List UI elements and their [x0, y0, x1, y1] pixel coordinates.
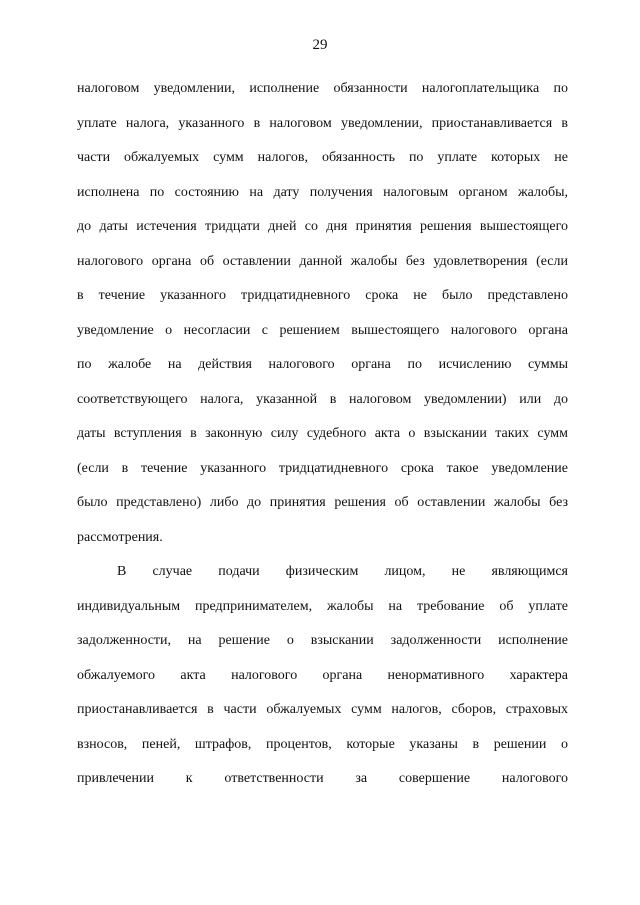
text-line: рассмотрения.: [77, 529, 163, 545]
text-line: обжалуемого акта налогового органа ненормативного характера: [77, 667, 568, 683]
text-line: уплате налога, указанного в налоговом уведомлении, приостанавливается в: [77, 115, 568, 131]
text-line: соответствующего налога, указанной в налоговом уведомлении) или до: [77, 391, 568, 407]
text-line: до даты истечения тридцати дней со дня принятия решения вышестоящего: [77, 219, 568, 234]
text-line: В случае подачи физическим лицом, не являющимся: [117, 564, 568, 579]
text-line: привлечении к ответственности за совершение налогового: [77, 771, 568, 786]
text-line: налоговом уведомлении, исполнение обязанности налогоплательщика по: [77, 81, 568, 96]
text-line: было представлено) либо до принятия решения об оставлении жалобы без: [77, 495, 568, 510]
body-text: [77, 72, 568, 797]
page-number: 29: [312, 37, 328, 53]
text-line: исполнена по состоянию на дату получения налоговым органом жалобы,: [77, 184, 568, 200]
text-line: части обжалуемых сумм налогов, обязанность по уплате которых не: [77, 150, 568, 165]
text-line: взносов, пеней, штрафов, процентов, которые указаны в решении о: [77, 736, 568, 752]
text-line: (если в течение указанного тридцатидневного срока такое уведомление: [77, 460, 568, 476]
text-line: даты вступления в законную силу судебного акта о взыскании таких сумм: [77, 426, 568, 441]
text-line: налогового органа об оставлении данной жалобы без удовлетворения (если: [77, 253, 568, 269]
text-line: индивидуальным предпринимателем, жалобы на требование об уплате: [77, 598, 568, 614]
text-line: задолженности, на решение о взыскании задолженности исполнение: [77, 633, 568, 648]
text-line: приостанавливается в части обжалуемых сумм налогов, сборов, страховых: [77, 702, 568, 717]
text-line: уведомление о несогласии с решением вышестоящего налогового органа: [77, 322, 568, 338]
text-line: в течение указанного тридцатидневного срока не было представлено: [77, 288, 568, 303]
text-line: по жалобе на действия налогового органа по исчислению суммы: [77, 357, 568, 372]
